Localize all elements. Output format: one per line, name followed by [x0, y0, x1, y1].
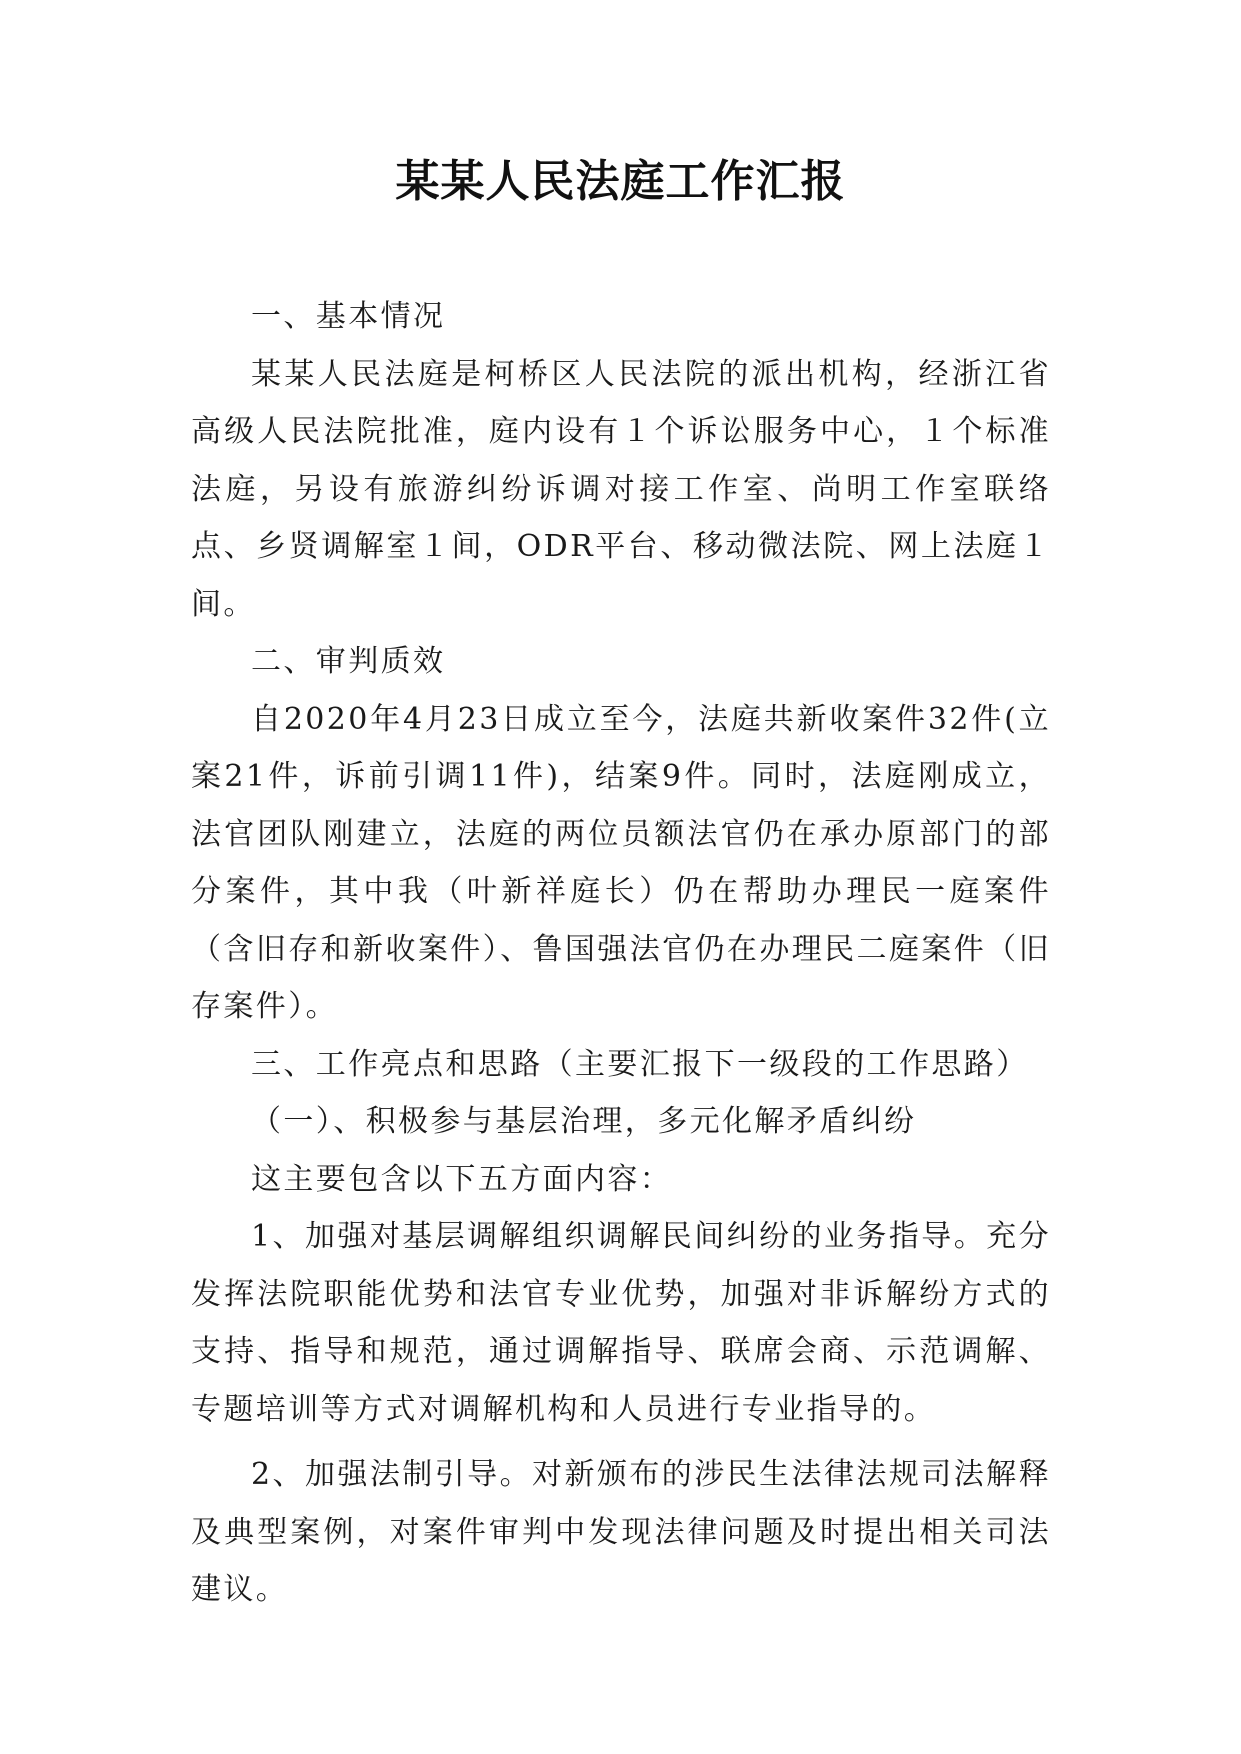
paragraph-item-2: 2、加强法制引导。对新颁布的涉民生法律法规司法解释及典型案例，对案件审判中发现法律问题及时提出相关司法建议。	[191, 1457, 1051, 1607]
paragraph-trial-quality: 自2020年4月23日成立至今，法庭共新收案件32件(立案21件，诉前引调11件)，结案9件。同时，法庭刚成立，法官团队刚建立，法庭的两位员额法官仍在承办原部门的部分案件，其中我（叶新祥庭长）仍在帮助办理民一庭案件（含旧存和新收案件）、鲁国强法官仍在办理民二庭案件（旧存案件）。	[191, 701, 1051, 1024]
document-title: 某某人民法庭工作汇报	[395, 156, 846, 207]
section-heading-basic-info: 一、基本情况	[251, 299, 446, 334]
section-heading-highlights: 三、工作亮点和思路（主要汇报下一级段的工作思路）	[251, 1046, 1029, 1082]
section-heading-trial-quality: 二、审判质效	[251, 644, 446, 679]
paragraph-intro-five-aspects: 这主要包含以下五方面内容：	[251, 1161, 673, 1197]
paragraph-item-1: 1、加强对基层调解组织调解民间纠纷的业务指导。充分发挥法院职能优势和法官专业优势，加强对非诉解纷方式的支持、指导和规范，通过调解指导、联席会商、示范调解、专题培训等方式对调解机构和人员进行专业指导的。	[191, 1219, 1051, 1427]
subsection-heading-governance: （一）、积极参与基层治理，多元化解矛盾纠纷	[251, 1104, 917, 1139]
paragraph-basic-info: 某某人民法庭是柯桥区人民法院的派出机构，经浙江省高级人民法院批准，庭内设有１个诉讼服务中心，１个标准法庭，另设有旅游纠纷诉调对接工作室、尚明工作室联络点、乡贤调解室１间，ODR平台、移动微法院、网上法庭１间。	[191, 356, 1051, 622]
document-body	[191, 288, 1051, 1619]
